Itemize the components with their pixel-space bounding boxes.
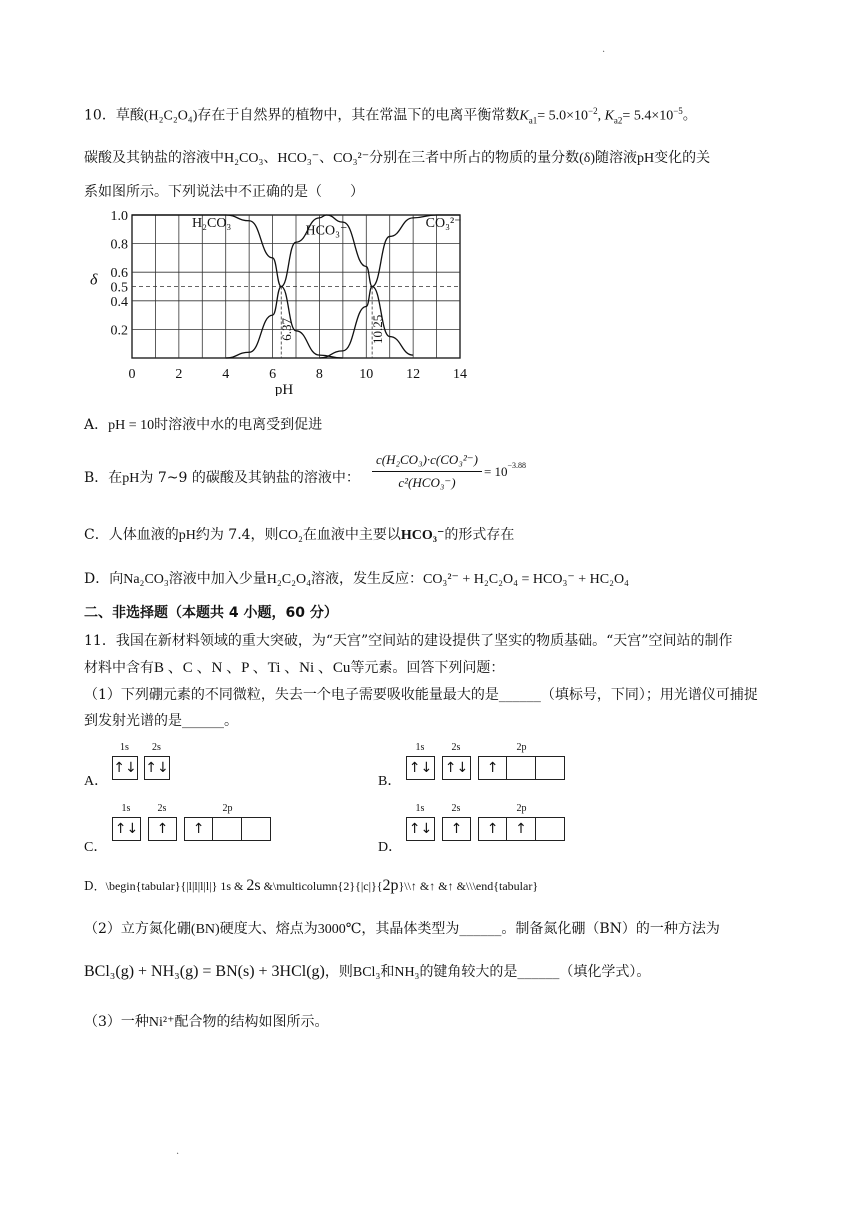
ka1-sub: a1 (528, 115, 538, 126)
option-text: 时溶液中水的电离受到促进 (154, 417, 323, 433)
x-tick-label: 4 (222, 367, 230, 382)
text: 硬度大、熔点为 (219, 921, 318, 937)
electron-cell: ↑ (479, 818, 507, 840)
electron-cell: ↑↓ (145, 760, 169, 776)
annotation-label: 10.25 (370, 314, 386, 345)
orbital-label: 2p (222, 803, 233, 814)
orbital-box (112, 756, 138, 780)
elements: B 、C 、N 、P 、Ti 、Ni 、Cu (154, 660, 351, 676)
text: 材料中含有 (84, 660, 154, 676)
electron-cell: ↑ (450, 821, 463, 837)
x-tick-label: 12 (406, 367, 421, 382)
formula: (H₂C₂O₄) (143, 108, 198, 124)
option-label: C． (84, 527, 109, 543)
electron-cell (213, 818, 241, 840)
q11-sub1-line-2: 到发射光谱的是______。 (84, 713, 238, 729)
orbital-label: 1s (415, 803, 425, 814)
q11-line-1 (84, 631, 732, 651)
electron-cell: ↑↓ (408, 821, 433, 837)
question-number: 11． (84, 633, 116, 649)
option-label: B． (378, 774, 402, 789)
electron-cell (536, 757, 564, 779)
result: = 10 (483, 463, 508, 479)
fraction-denominator: c²(HCO₃⁻) (398, 475, 456, 490)
formula: NH₃ (394, 965, 420, 980)
formula: Ni²⁺ (148, 1015, 175, 1030)
electron-cell: ↑ (156, 821, 169, 837)
text: 2s (246, 877, 261, 894)
electron-cell: ↑ (507, 818, 535, 840)
x-tick-label: 10 (359, 367, 374, 382)
orbital-box (478, 817, 565, 841)
text: &\multicolumn{2}{|c|}{ (260, 879, 383, 893)
section-title: 二、非选择题（本题共 4 小题，60 分） (84, 605, 338, 621)
formula: H₂CO₃ (224, 151, 264, 166)
text: 存在于自然界的植物中，其在常温下的电离平衡常数 (197, 107, 520, 124)
orbital-label: 2s (157, 803, 167, 814)
orbital-box (406, 756, 435, 780)
option-b-fraction (372, 452, 526, 491)
q10-line-2 (84, 148, 710, 169)
ka-symbol: K (519, 108, 529, 124)
option-label: A． (84, 417, 109, 433)
q10-line-1: 10．草酸(H₂C₂O₄)存在于自然界的植物中，其在常温下的电离平衡常数$K_{a1}= 5.0\times 10^{-2}$, $K_{a2}= 5.4\times 10^{-5}$。 (84, 106, 697, 126)
x-tick-label: 0 (128, 367, 136, 382)
electron-cell: ↑ (185, 818, 213, 840)
q11-sub2-line-1 (84, 919, 720, 940)
option-label: A． (84, 774, 109, 789)
electron-cell: ↑↓ (114, 821, 139, 837)
option-d (84, 569, 629, 590)
y-tick-label: 0.5 (110, 280, 128, 296)
electron-cell: ↑↓ (113, 760, 137, 776)
text: 分别在三者中所占的物质的量分数 (369, 150, 580, 166)
orbital-box (112, 817, 141, 841)
page-mark-bottom: . (176, 1146, 180, 1157)
question-number: 10． (84, 107, 116, 124)
x-axis-label: pH (274, 382, 294, 396)
annotation-label: 6.37 (279, 318, 295, 341)
electron-cell: ↑↓ (444, 760, 469, 776)
symbol: pH (637, 151, 655, 166)
electron-cell (242, 818, 270, 840)
y-tick-label: 0.2 (110, 323, 128, 339)
formula: Na₂CO₃ (123, 572, 169, 587)
orbital-label: 2s (152, 742, 161, 753)
text: 、 (319, 150, 334, 166)
option-b (84, 468, 360, 489)
y-tick-label: 0.4 (110, 294, 128, 310)
option-c (84, 525, 514, 546)
x-tick-label: 8 (315, 367, 323, 382)
option-d-latex (84, 876, 538, 896)
y-tick-label: 1.0 (110, 209, 128, 224)
ka2-value: = 5.4×10 (622, 108, 674, 124)
text: 的键角较大的是______（填化学式）。 (419, 964, 651, 980)
orbital-label: 2p (516, 742, 527, 753)
x-tick-label: 2 (175, 367, 183, 382)
option-label: C． (84, 840, 108, 855)
equation: CO₃²⁻ + H₂C₂O₄ = HCO₃⁻ + HC₂O₄ (422, 572, 629, 587)
orbital-box (144, 756, 170, 780)
q11-sub3 (84, 1012, 329, 1033)
formula: HCO₃⁻ (277, 151, 320, 166)
orbital-label: 2s (451, 803, 461, 814)
text: （3）一种 (84, 1014, 149, 1030)
q10-line-3: 系如图所示。下列说法中不正确的是（ ） (84, 184, 364, 200)
electron-cell: ↑↓ (408, 760, 433, 776)
orbital-label: 2s (451, 742, 461, 753)
electron-cell (536, 818, 564, 840)
symbol: (δ) (579, 151, 596, 166)
fraction (372, 452, 482, 491)
formula: HCO₃⁻ (400, 528, 445, 543)
text: 在血液中主要以 (302, 527, 401, 543)
formula: pH (178, 528, 196, 543)
orbital-box (406, 817, 435, 841)
orbital-box (148, 817, 177, 841)
text: 变化的关 (654, 150, 711, 166)
formula: BCl₃ (352, 965, 381, 980)
electron-cell (507, 757, 535, 779)
formula: pH = 10 (108, 418, 155, 433)
ka1-exponent: −2 (588, 106, 598, 116)
orbital-label: 1s (415, 742, 425, 753)
text: 配合物的结构如图所示。 (174, 1014, 329, 1030)
q11-sub2-line-2 (84, 962, 650, 983)
text: ，其晶体类型为______。制备氮化硼（BN）的一种方法为 (361, 921, 720, 937)
text: 等元素。回答下列问题： (350, 660, 505, 676)
formula: CO₃²⁻ (333, 151, 370, 166)
text: \begin{tabular}{|l|l|l|l|} 1s & (105, 879, 247, 893)
option-label: B． (84, 470, 109, 486)
orbital-box (478, 756, 565, 780)
text: ，则 (324, 964, 353, 980)
y-axis-label: δ (90, 271, 98, 289)
text: 在 (108, 470, 123, 486)
orbital-box (184, 817, 271, 841)
text: 我国在新材料领域的重大突破，为“天宫”空间站的建设提供了坚实的物质基础。“天宫”空间站的制作 (115, 633, 733, 649)
text: 。 (682, 107, 697, 124)
y-tick-label: 0.8 (110, 237, 128, 253)
series-label: CO₃²⁻ (425, 216, 462, 232)
orbital-label: 1s (120, 742, 129, 753)
result-exponent: −3.88 (507, 461, 527, 470)
x-tick-label: 6 (269, 367, 277, 382)
series-label: H₂CO₃ (191, 216, 232, 232)
series-label: HCO₃⁻ (305, 223, 348, 239)
x-tick-label: 14 (453, 367, 467, 382)
text: 碳酸及其钠盐的溶液中 (84, 150, 224, 166)
equation: BCl₃(g) + NH₃(g) = BN(s) + 3HCl(g) (84, 963, 325, 980)
option-label: D． (84, 879, 106, 893)
text: 为 7~9 的碳酸及其钠盐的溶液中： (139, 470, 360, 486)
option-a (84, 415, 322, 436)
text: 、 (263, 150, 278, 166)
option-label: D． (378, 840, 403, 855)
y-tick-label: 0.6 (110, 266, 128, 282)
text: 草酸 (115, 107, 144, 124)
text: 溶液，发生反应： (310, 571, 423, 587)
orbital-box (442, 817, 471, 841)
ka2-exponent: −5 (673, 106, 683, 116)
text: 溶液中加入少量 (168, 571, 267, 587)
text: 的形式存在 (444, 527, 515, 543)
ka1-value: = 5.0×10 (537, 108, 588, 124)
distribution-chart (80, 206, 480, 396)
q11-sub1-line-1: （1）下列硼元素的不同微粒，失去一个电子需要吸收能量最大的是______（填标号，下同）；用光谱仪可捕捉 (84, 687, 758, 703)
orbital-label: 2p (516, 803, 527, 814)
text: 2p (382, 877, 399, 894)
text: 约为 7.4，则 (195, 527, 279, 543)
option-label: D． (84, 571, 110, 587)
orbital-label: 1s (121, 803, 131, 814)
formula: CO₂ (278, 528, 303, 543)
orbital-box (442, 756, 471, 780)
formula: pH (122, 471, 140, 486)
text: 人体血液的 (108, 527, 179, 543)
q11-line-2 (84, 658, 504, 678)
text: （2）立方氮化硼 (84, 921, 191, 937)
text: }\\↑ &↑ &↑ &\\\end{tabular} (398, 879, 539, 893)
value: 3000℃ (317, 922, 362, 937)
ka2-sub: a2 (613, 115, 623, 126)
formula: (BN) (190, 922, 220, 937)
page-mark-top: . (602, 44, 606, 55)
text: 和 (380, 964, 395, 980)
fraction-numerator: c(H₂CO₃)·c(CO₃²⁻) (372, 452, 482, 472)
ka-symbol: K (604, 108, 614, 124)
text: 随溶液 (595, 150, 638, 166)
formula: H₂C₂O₄ (266, 572, 311, 587)
electron-cell: ↑ (479, 757, 507, 779)
text: 向 (109, 571, 124, 587)
